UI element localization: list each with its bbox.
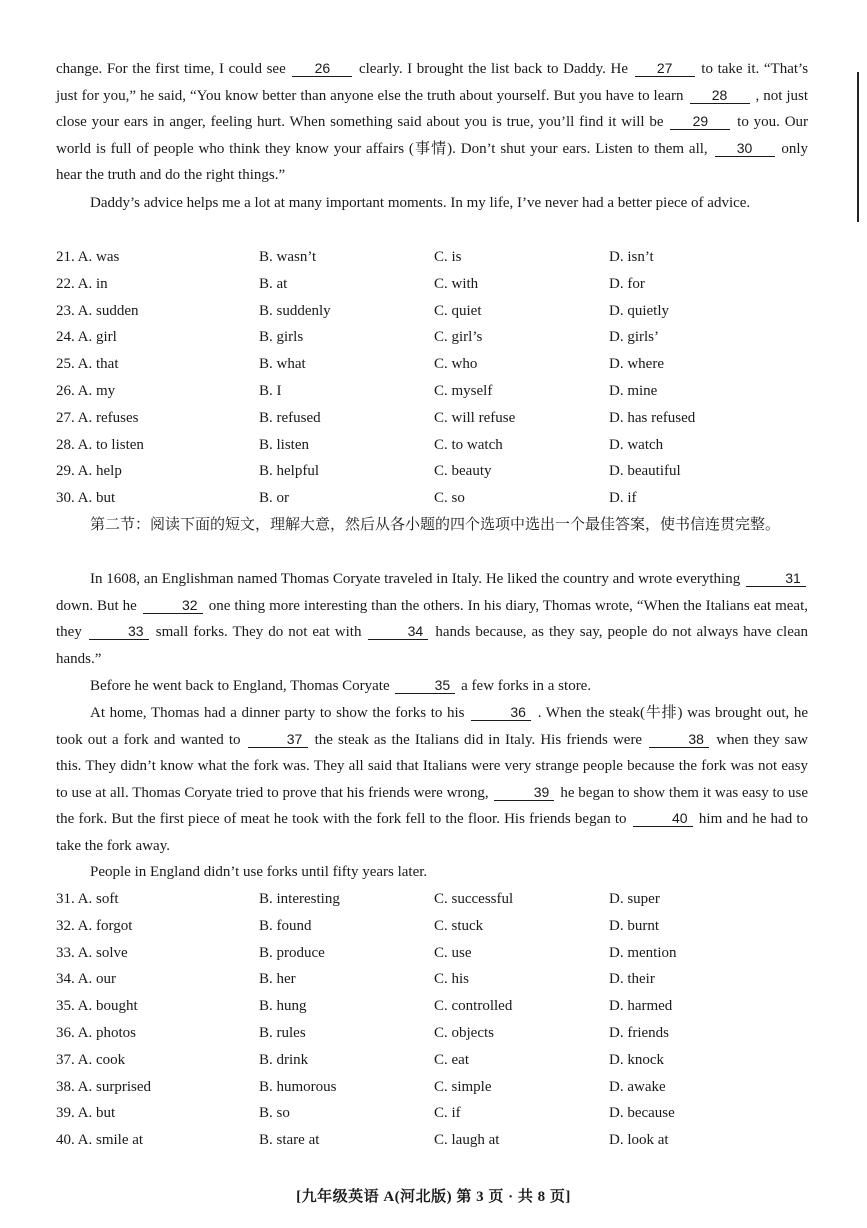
option-d[interactable]: D. because xyxy=(609,1105,675,1122)
option-d[interactable]: D. where xyxy=(609,356,664,373)
option-c[interactable]: C. beauty xyxy=(434,463,492,480)
passage-text: small forks. They do not eat with xyxy=(155,624,362,641)
passage-text: the steak as the Italians did in Italy. His friends were xyxy=(314,731,643,748)
question-row-36 xyxy=(56,1020,816,1047)
option-b[interactable]: B. listen xyxy=(259,436,310,453)
option-c[interactable]: C. use xyxy=(434,944,472,961)
blank-35: 35 xyxy=(395,677,455,694)
blank-33: 33 xyxy=(89,623,149,640)
option-c[interactable]: C. is xyxy=(434,249,462,265)
passage-text: clearly. I brought the list back to Daddy. He xyxy=(358,61,629,77)
option-d[interactable]: D. for xyxy=(609,275,645,292)
passage-text: him and he had to take the fork away. xyxy=(56,811,809,854)
option-a[interactable]: 26. A. my xyxy=(56,382,116,399)
question-row-30 xyxy=(56,485,816,512)
option-a[interactable]: 40. A. smile at xyxy=(56,1132,144,1149)
option-c[interactable]: C. to watch xyxy=(434,436,503,453)
passage2-paragraph-2 xyxy=(56,673,808,700)
blank-34: 34 xyxy=(368,623,428,640)
option-c[interactable]: C. myself xyxy=(434,382,493,399)
option-a[interactable]: 21. A. was xyxy=(56,249,120,265)
option-a[interactable]: 36. A. photos xyxy=(56,1024,137,1041)
option-c[interactable]: C. girl’s xyxy=(434,329,483,346)
option-b[interactable]: B. hung xyxy=(259,998,307,1015)
passage-text: In 1608, an Englishman named Thomas Coryate traveled in Italy. He liked the country and wrote everything xyxy=(90,571,741,587)
option-b[interactable]: B. rules xyxy=(259,1024,306,1041)
option-d[interactable]: D. mine xyxy=(609,382,658,399)
option-c[interactable]: C. controlled xyxy=(434,998,513,1015)
blank-27: 27 xyxy=(635,60,695,77)
option-a[interactable]: 30. A. but xyxy=(56,490,116,507)
option-a[interactable]: 25. A. that xyxy=(56,356,119,373)
blank-38: 38 xyxy=(649,731,709,748)
option-a[interactable]: 39. A. but xyxy=(56,1105,116,1122)
passage-text: he began to show them it was easy to use the fork. But the first piece of meat he took with the fork fell to the floor. His friends began to xyxy=(56,784,809,828)
option-c[interactable]: C. his xyxy=(434,971,470,988)
option-a[interactable]: 29. A. help xyxy=(56,463,122,480)
option-c[interactable]: C. with xyxy=(434,275,479,292)
question-row-26 xyxy=(56,378,816,405)
question-row-40 xyxy=(56,1127,816,1154)
option-b[interactable]: B. found xyxy=(259,917,312,934)
option-c[interactable]: C. quiet xyxy=(434,302,482,319)
option-b[interactable]: B. drink xyxy=(259,1051,309,1068)
option-b[interactable]: B. refused xyxy=(259,409,321,426)
option-a[interactable]: 32. A. forgot xyxy=(56,917,133,934)
option-d[interactable]: D. has refused xyxy=(609,409,696,426)
option-d[interactable]: D. burnt xyxy=(609,917,659,934)
option-c[interactable]: C. objects xyxy=(434,1024,494,1041)
option-a[interactable]: 22. A. in xyxy=(56,275,108,292)
blank-36: 36 xyxy=(471,704,531,721)
passage2-paragraph-1 xyxy=(56,566,808,672)
option-a[interactable]: 31. A. soft xyxy=(56,891,119,907)
passage-text: a few forks in a store. xyxy=(461,678,592,694)
option-a[interactable]: 38. A. surprised xyxy=(56,1078,151,1095)
option-a[interactable]: 33. A. solve xyxy=(56,944,128,961)
passage-text: to you. Our world is full of people who think they know your affairs (事情). Don’t shut your ears. Listen to them all, xyxy=(56,114,809,157)
question-row-27 xyxy=(56,405,816,432)
passage-text: one thing more interesting than the others. In his diary, Thomas wrote, “When the Italians eat meat, they xyxy=(56,597,809,641)
question-row-25 xyxy=(56,351,816,378)
passage-text: Before he went back to England, Thomas Coryate xyxy=(90,678,390,694)
option-b[interactable]: B. suddenly xyxy=(259,302,331,319)
option-a[interactable]: 24. A. girl xyxy=(56,329,117,346)
option-b[interactable]: B. humorous xyxy=(259,1078,337,1095)
option-b[interactable]: B. so xyxy=(259,1105,290,1122)
question-row-28 xyxy=(56,432,816,459)
option-b[interactable]: B. helpful xyxy=(259,463,319,480)
question-row-22 xyxy=(56,271,816,298)
passage-text: . When the steak(牛排) was brought out, he took out a fork and wanted to xyxy=(56,705,809,748)
option-a[interactable]: 23. A. sudden xyxy=(56,302,139,319)
option-b[interactable]: B. what xyxy=(259,356,306,373)
option-b[interactable]: B. produce xyxy=(259,944,325,961)
passage-text: hands because, as they say, people do not always have clean hands.” xyxy=(56,624,809,667)
passage2-closing: People in England didn’t use forks until fifty years later. xyxy=(90,864,428,880)
blank-39: 39 xyxy=(494,784,554,801)
option-d[interactable]: D. awake xyxy=(609,1078,666,1095)
blank-32: 32 xyxy=(143,597,203,614)
options-list-21-30 xyxy=(56,244,816,512)
question-row-35 xyxy=(56,993,816,1020)
option-d[interactable]: D. girls’ xyxy=(609,329,659,346)
options-list-31-40 xyxy=(56,886,816,1154)
option-a[interactable]: 34. A. our xyxy=(56,971,116,988)
option-b[interactable]: B. or xyxy=(259,490,289,507)
blank-29: 29 xyxy=(670,113,730,130)
option-c[interactable]: C. simple xyxy=(434,1078,492,1095)
option-d[interactable]: D. watch xyxy=(609,436,664,453)
blank-26: 26 xyxy=(292,60,352,77)
option-c[interactable]: C. laugh at xyxy=(434,1132,500,1149)
question-row-39 xyxy=(56,1100,816,1127)
passage1-paragraph xyxy=(56,56,808,189)
passage-text: At home, Thomas had a dinner party to show the forks to his xyxy=(90,705,465,721)
question-row-33 xyxy=(56,940,816,967)
question-row-29 xyxy=(56,458,816,485)
option-c[interactable]: C. successful xyxy=(434,891,514,907)
option-a[interactable]: 28. A. to listen xyxy=(56,436,144,453)
option-b[interactable]: B. girls xyxy=(259,329,304,346)
blank-30: 30 xyxy=(715,140,775,157)
passage-text: when they saw this. They didn’t know what the fork was. They all said that Italians were very strange people because the fork was not easy to use at all. Thomas Coryate tried to prove that his friends were wrong, xyxy=(56,731,808,801)
option-a[interactable]: 37. A. cook xyxy=(56,1051,126,1068)
option-d[interactable]: D. look at xyxy=(609,1132,669,1149)
option-c[interactable]: C. eat xyxy=(434,1051,469,1068)
option-c[interactable]: C. so xyxy=(434,490,465,507)
option-b[interactable]: B. stare at xyxy=(259,1132,320,1149)
passage-text: change. For the first time, I could see xyxy=(56,61,286,77)
passage-text: only hear the truth and do the right things.” xyxy=(56,140,809,184)
option-d[interactable]: D. harmed xyxy=(609,998,673,1015)
question-row-21 xyxy=(56,244,816,271)
question-row-31 xyxy=(56,886,816,913)
passage-text: , not just close your ears in anger, feeling hurt. When something said about you is true, you’ll find it will be xyxy=(56,87,809,131)
option-d[interactable]: D. knock xyxy=(609,1051,664,1068)
option-b[interactable]: B. at xyxy=(259,275,288,292)
question-row-38 xyxy=(56,1074,816,1101)
question-row-23 xyxy=(56,298,816,325)
option-a[interactable]: 27. A. refuses xyxy=(56,409,139,426)
option-d[interactable]: D. isn’t xyxy=(609,249,654,265)
question-row-32 xyxy=(56,913,816,940)
option-d[interactable]: D. super xyxy=(609,891,660,907)
option-d[interactable]: D. beautiful xyxy=(609,463,681,480)
question-row-37 xyxy=(56,1047,816,1074)
question-row-34 xyxy=(56,966,816,993)
passage1-closing-paragraph: Daddy’s advice helps me a lot at many important moments. In my life, I’ve never had a better piece of advice. xyxy=(90,195,751,211)
option-d[interactable]: D. quietly xyxy=(609,302,669,319)
option-c[interactable]: C. will refuse xyxy=(434,409,516,426)
blank-40: 40 xyxy=(633,810,693,827)
blank-28: 28 xyxy=(690,87,750,104)
question-row-24 xyxy=(56,324,816,351)
option-d[interactable]: D. if xyxy=(609,490,637,507)
option-c[interactable]: C. stuck xyxy=(434,917,484,934)
passage2-paragraph-3 xyxy=(56,700,808,860)
blank-31: 31 xyxy=(746,570,806,587)
option-d[interactable]: D. mention xyxy=(609,944,677,961)
section2-instructions: 第二节：阅读下面的短文，理解大意，然后从各小题的四个选项中选出一个最佳答案，使书信连贯完整。 xyxy=(90,517,781,533)
option-c[interactable]: C. if xyxy=(434,1105,461,1122)
blank-37: 37 xyxy=(248,731,308,748)
passage-text: down. But he xyxy=(56,597,137,614)
page-footer: [九年级英语 A(河北版) 第 3 页 · 共 8 页] xyxy=(296,1189,571,1205)
option-b[interactable]: B. wasn’t xyxy=(259,249,317,265)
option-a[interactable]: 35. A. bought xyxy=(56,998,138,1015)
passage-text: to take it. “That’s just for you,” he said, “You know better than anyone else the truth about yourself. But you have to learn xyxy=(56,61,809,104)
option-d[interactable]: D. their xyxy=(609,971,655,988)
option-c[interactable]: C. who xyxy=(434,356,478,373)
option-b[interactable]: B. interesting xyxy=(259,891,340,907)
binding-edge-mark xyxy=(857,72,859,222)
option-b[interactable]: B. her xyxy=(259,971,296,988)
option-b[interactable]: B. I xyxy=(259,382,282,399)
option-d[interactable]: D. friends xyxy=(609,1024,669,1041)
